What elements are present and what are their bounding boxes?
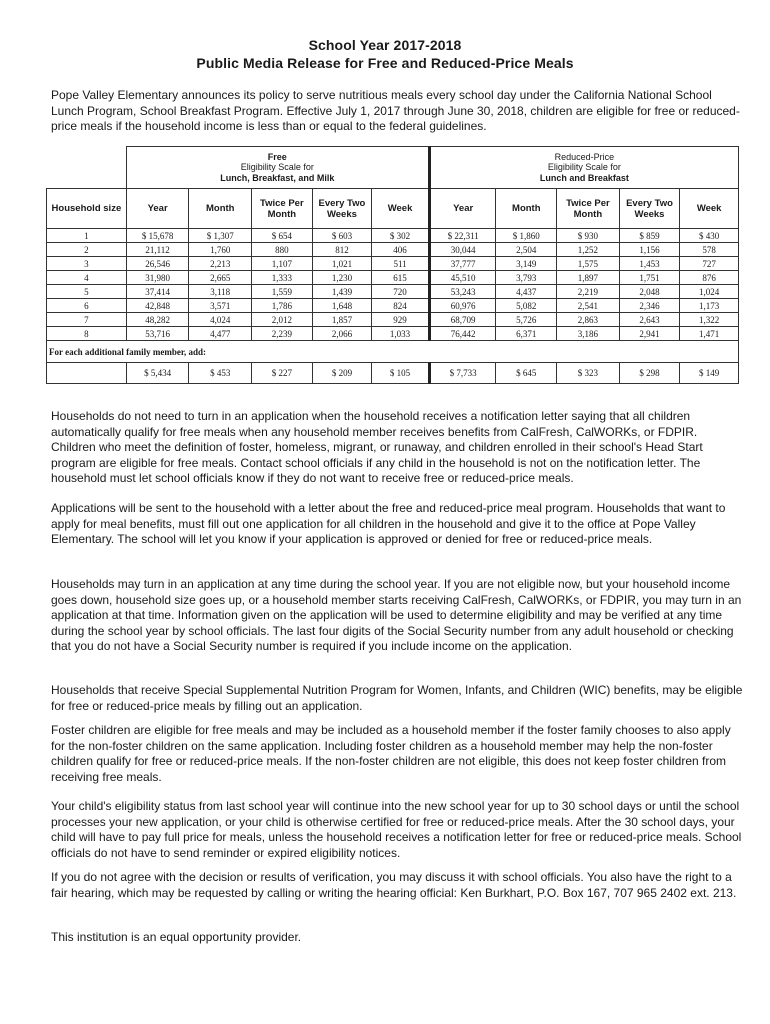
cell-free-every-two-weeks: $ 603 (312, 229, 372, 243)
additional-reduced-week: $ 149 (680, 363, 739, 384)
paragraph-equal-opportunity: This institution is an equal opportunity provider. (51, 930, 302, 944)
cell-reduced-twice-month: 1,252 (557, 243, 620, 257)
cell-reduced-week: 727 (680, 257, 739, 271)
cell-reduced-week: 876 (680, 271, 739, 285)
cell-free-week: 511 (372, 257, 430, 271)
document-title: School Year 2017-2018 (308, 37, 462, 53)
free-scale-line1: Free (267, 151, 287, 162)
cell-reduced-month: 3,149 (496, 257, 557, 271)
table-row (47, 313, 739, 327)
cell-reduced-year: 30,044 (429, 243, 496, 257)
cell-free-every-two-weeks: 2,066 (312, 327, 372, 341)
cell-free-week: $ 302 (372, 229, 430, 243)
cell-reduced-every-two-weeks: 2,643 (619, 313, 680, 327)
cell-reduced-every-two-weeks: 1,156 (619, 243, 680, 257)
cell-free-year: 26,546 (126, 257, 189, 271)
cell-household-size: 7 (47, 313, 127, 327)
cell-reduced-twice-month: 3,186 (557, 327, 620, 341)
cell-reduced-week: 1,024 (680, 285, 739, 299)
col-reduced-week: Week (680, 189, 739, 229)
cell-reduced-week: 1,173 (680, 299, 739, 313)
cell-free-year: 48,282 (126, 313, 189, 327)
cell-free-month: 2,665 (189, 271, 252, 285)
cell-free-week: 406 (372, 243, 430, 257)
cell-reduced-year: 45,510 (429, 271, 496, 285)
cell-reduced-week: 578 (680, 243, 739, 257)
cell-reduced-year: 53,243 (429, 285, 496, 299)
cell-free-month: 1,760 (189, 243, 252, 257)
col-free-year: Year (126, 189, 189, 229)
paragraph-carryover-status: Your child's eligibility status from last school year will continue into the new school year for up to 30 school days or until the school processes your new application, or your child is otherwise certified for free or reduced-price meals. After the 30 school days, your child will have to pay full price for meals, unless the household receives a notification letter for free or reduced-price meals. School officials do not have to send reminder or expired eligibility notices. (51, 799, 742, 860)
col-reduced-year: Year (429, 189, 496, 229)
additional-reduced-month: $ 645 (496, 363, 557, 384)
cell-reduced-twice-month: 2,863 (557, 313, 620, 327)
cell-reduced-month: 4,437 (496, 285, 557, 299)
cell-reduced-twice-month: 1,897 (557, 271, 620, 285)
table-row (47, 257, 739, 271)
cell-free-twice-month: 2,239 (252, 327, 313, 341)
cell-reduced-year: 76,442 (429, 327, 496, 341)
cell-reduced-twice-month: 1,575 (557, 257, 620, 271)
col-free-twice-month: Twice Per Month (252, 189, 313, 229)
paragraph-fair-hearing: If you do not agree with the decision or results of verification, you may discuss it with school officials. You also have the right to a fair hearing, which may be requested by calling or writing the hearing official: Ken Burkhart, P.O. Box 167, 707 965 2402 ext. 213. (51, 870, 737, 900)
cell-household-size: 4 (47, 271, 127, 285)
table-row (47, 299, 739, 313)
cell-household-size: 2 (47, 243, 127, 257)
cell-free-every-two-weeks: 1,230 (312, 271, 372, 285)
cell-free-month: 4,477 (189, 327, 252, 341)
corner-blank (47, 147, 127, 189)
cell-free-twice-month: 1,559 (252, 285, 313, 299)
document-subtitle: Public Media Release for Free and Reduced-Price Meals (196, 55, 574, 71)
col-free-week: Week (372, 189, 430, 229)
reduced-scale-line2: Eligibility Scale for (547, 162, 621, 173)
cell-free-month: 3,118 (189, 285, 252, 299)
cell-free-every-two-weeks: 812 (312, 243, 372, 257)
cell-free-twice-month: 1,786 (252, 299, 313, 313)
cell-free-year: 37,414 (126, 285, 189, 299)
cell-reduced-every-two-weeks: 2,941 (619, 327, 680, 341)
cell-free-month: 4,024 (189, 313, 252, 327)
cell-free-week: 824 (372, 299, 430, 313)
cell-reduced-twice-month: 2,541 (557, 299, 620, 313)
col-free-every-two-weeks: Every Two Weeks (312, 189, 372, 229)
paragraph-automatic-eligibility: Households do not need to turn in an application when the household receives a notification letter saying that all children automatically qualify for free meals when any household member receives benefits from CalFresh, CalWORKs, or FDPIR. Children who meet the definition of foster, homeless, migrant, or runaway, and children enrolled in their school's Head Start program are eligible for free meals. Contact school officials if any child in the household is not on the notification letter. The household must let school officials know if they do not want to receive free or reduced-price meals. (51, 409, 703, 485)
cell-free-month: $ 1,307 (189, 229, 252, 243)
cell-reduced-year: $ 22,311 (429, 229, 496, 243)
additional-free-week: $ 105 (372, 363, 430, 384)
cell-reduced-month: $ 1,860 (496, 229, 557, 243)
cell-free-week: 1,033 (372, 327, 430, 341)
additional-member-row (47, 363, 739, 384)
cell-free-every-two-weeks: 1,648 (312, 299, 372, 313)
table-row (47, 229, 739, 243)
cell-reduced-year: 37,777 (429, 257, 496, 271)
cell-reduced-year: 60,976 (429, 299, 496, 313)
cell-free-year: 42,848 (126, 299, 189, 313)
cell-free-year: 21,112 (126, 243, 189, 257)
cell-free-year: 53,716 (126, 327, 189, 341)
cell-free-twice-month: $ 654 (252, 229, 313, 243)
additional-member-label: For each additional family member, add: (47, 341, 739, 363)
cell-reduced-every-two-weeks: $ 859 (619, 229, 680, 243)
table-row (47, 285, 739, 299)
paragraph-foster-children: Foster children are eligible for free meals and may be included as a household member if the foster family chooses to also apply for the non-foster children on the same application. Including foster children as a household member may help the non-foster children qualify for free or reduced-price meals. If the non-foster children are not eligible, this does not keep foster children from receiving free meals. (51, 723, 731, 784)
additional-free-year: $ 5,434 (126, 363, 189, 384)
cell-free-twice-month: 2,012 (252, 313, 313, 327)
cell-free-twice-month: 1,107 (252, 257, 313, 271)
income-eligibility-table (46, 146, 739, 384)
paragraph-wic: Households that receive Special Supplemental Nutrition Program for Women, Infants, and Children (WIC) benefits, may be eligible for free or reduced-price meals by filling out an application. (51, 683, 743, 713)
cell-reduced-every-two-weeks: 1,751 (619, 271, 680, 285)
reduced-scale-line1: Reduced-Price (554, 151, 615, 162)
cell-reduced-year: 68,709 (429, 313, 496, 327)
reduced-scale-header (429, 147, 738, 189)
cell-reduced-week: $ 430 (680, 229, 739, 243)
additional-reduced-every-two-weeks: $ 298 (619, 363, 680, 384)
table-row (47, 271, 739, 285)
cell-reduced-month: 2,504 (496, 243, 557, 257)
col-reduced-every-two-weeks: Every Two Weeks (619, 189, 680, 229)
cell-free-month: 2,213 (189, 257, 252, 271)
additional-free-month: $ 453 (189, 363, 252, 384)
paragraph-apply-anytime: Households may turn in an application at any time during the school year. If you are not eligible now, but your household income goes down, household size goes up, or a household member starts receiving CalFresh, CalWORKs, or FDPIR, you may turn in an application at that time. Information given on the application will be used to determine eligibility and may be verified at any time during the school year by school officials. The last four digits of the Social Security number from any adult household or checking that you do not have a Social Security number is required if you include income on the application. (51, 577, 742, 653)
cell-free-week: 615 (372, 271, 430, 285)
cell-free-every-two-weeks: 1,439 (312, 285, 372, 299)
cell-reduced-week: 1,471 (680, 327, 739, 341)
additional-free-twice-month: $ 227 (252, 363, 313, 384)
col-reduced-twice-month: Twice Per Month (557, 189, 620, 229)
table-row (47, 327, 739, 341)
additional-reduced-twice-month: $ 323 (557, 363, 620, 384)
cell-reduced-every-two-weeks: 1,453 (619, 257, 680, 271)
free-scale-line2: Eligibility Scale for (240, 162, 314, 173)
cell-reduced-twice-month: $ 930 (557, 229, 620, 243)
free-scale-line3: Lunch, Breakfast, and Milk (220, 172, 335, 183)
cell-free-week: 720 (372, 285, 430, 299)
additional-blank-cell (47, 363, 127, 384)
cell-free-twice-month: 1,333 (252, 271, 313, 285)
col-reduced-month: Month (496, 189, 557, 229)
cell-free-every-two-weeks: 1,857 (312, 313, 372, 327)
table-row (47, 243, 739, 257)
reduced-scale-line3: Lunch and Breakfast (539, 172, 629, 183)
cell-free-year: 31,980 (126, 271, 189, 285)
cell-reduced-month: 3,793 (496, 271, 557, 285)
cell-reduced-every-two-weeks: 2,048 (619, 285, 680, 299)
cell-household-size: 3 (47, 257, 127, 271)
cell-household-size: 1 (47, 229, 127, 243)
paragraph-applications: Applications will be sent to the household with a letter about the free and reduced-price meal program. Households that want to apply for meal benefits, must fill out one application for all children in the household and give it to the office at Pope Valley Elementary. The school will let you know if your application is approved or denied for free or reduced-price meals. (51, 501, 726, 546)
cell-reduced-every-two-weeks: 2,346 (619, 299, 680, 313)
cell-free-year: $ 15,678 (126, 229, 189, 243)
cell-reduced-month: 5,726 (496, 313, 557, 327)
additional-free-every-two-weeks: $ 209 (312, 363, 372, 384)
col-free-month: Month (189, 189, 252, 229)
cell-household-size: 5 (47, 285, 127, 299)
cell-free-twice-month: 880 (252, 243, 313, 257)
col-household-size: Household size (47, 189, 127, 229)
free-scale-header (126, 147, 429, 189)
cell-reduced-twice-month: 2,219 (557, 285, 620, 299)
intro-paragraph: Pope Valley Elementary announces its policy to serve nutritious meals every school day under the California National School Lunch Program, School Breakfast Program. Effective July 1, 2017 through June 30, 2018, children are eligible for free or reduced-price meals if the household income is less than or equal to the federal guidelines. (51, 88, 740, 133)
cell-household-size: 6 (47, 299, 127, 313)
cell-reduced-week: 1,322 (680, 313, 739, 327)
cell-reduced-month: 5,082 (496, 299, 557, 313)
cell-free-every-two-weeks: 1,021 (312, 257, 372, 271)
additional-reduced-year: $ 7,733 (429, 363, 496, 384)
cell-reduced-month: 6,371 (496, 327, 557, 341)
income-rows (47, 229, 739, 341)
cell-free-week: 929 (372, 313, 430, 327)
cell-free-month: 3,571 (189, 299, 252, 313)
cell-household-size: 8 (47, 327, 127, 341)
